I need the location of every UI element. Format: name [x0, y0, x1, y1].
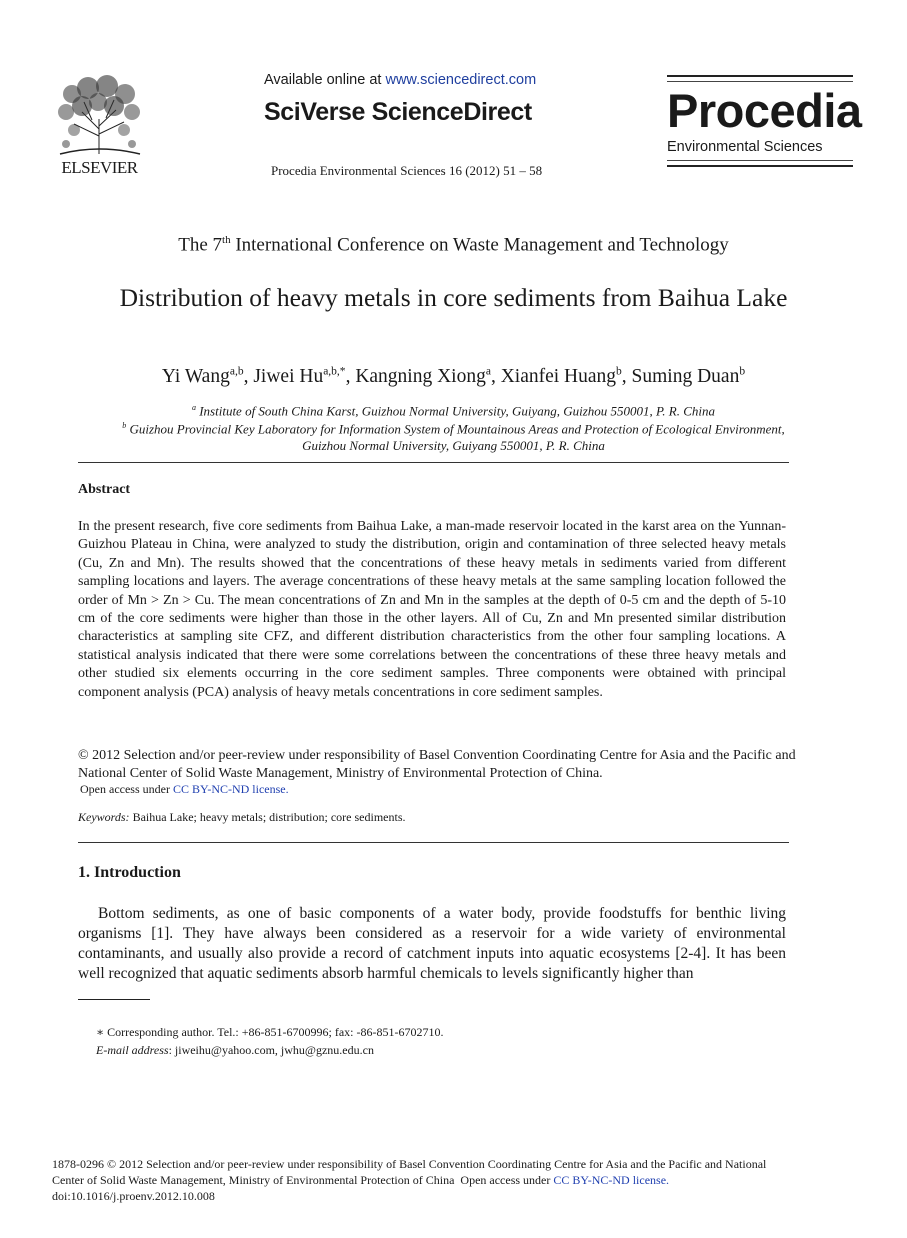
conference-sup: th — [222, 234, 231, 246]
email-addresses: : jiweihu@yahoo.com, jwhu@gznu.edu.cn — [168, 1043, 374, 1057]
email-label: E-mail address — [96, 1043, 169, 1057]
affiliation-a: $^a$ Institute of South China Karst, Guizhou Normal University, Guiyang, Guizhou 550001, P. R. China — [191, 403, 716, 419]
footer-issn-copyright: 1878-0296 © 2012 Selection and/or peer-review under responsibility of Basel Convention Coordinating Centre for Asia and the Pacific and National — [52, 1157, 767, 1171]
footnote-corresponding-author: ∗ Corresponding author. Tel.: +86-851-6700996; fax: -86-851-6702710. — [96, 1025, 444, 1039]
available-online — [264, 72, 536, 88]
sciencedirect-link[interactable]: www.sciencedirect.com — [385, 72, 537, 88]
procedia-subtitle: Environmental Sciences — [667, 139, 823, 155]
elsevier-logo — [52, 74, 147, 178]
conference-name — [0, 234, 907, 256]
divider — [78, 842, 789, 843]
procedia-wordmark: Procedia — [667, 84, 862, 137]
author: Jiwei $Hu^{a,b,*}$, — [253, 365, 356, 387]
copyright-notice: © 2012 Selection and/or peer-review under responsibility of Basel Convention Coordinating Centre for Asia and the Pacific and National Center of Solid Waste Management, Ministry of Environmental Protection of China. — [78, 748, 796, 781]
footnote-email — [96, 1043, 374, 1058]
divider — [78, 462, 789, 463]
footer-doi[interactable]: doi:10.1016/j.proenv.2012.10.008 — [52, 1189, 215, 1203]
abstract-heading: Abstract — [78, 482, 131, 497]
author: Xianfei Huang$^b$, — [500, 365, 632, 387]
keywords-list: Baihua Lake; heavy metals; distribution; core sediments. — [129, 810, 406, 824]
section-heading-introduction: 1. Introduction — [78, 864, 181, 881]
conference-post: International Conference on Waste Management and Technology — [230, 234, 729, 256]
introduction-text: Bottom sediments, as one of basic components of a water body, provide foodstuffs for benthic living organisms [1]. They have always been considered as a reservoir for a wide variety of environmental contaminants, and usually also provide a record of catchment inputs into aquatic ecosystems [2-4]. It has been well recognized that aquatic sediments absorb harmful chemicals to levels significantly higher than — [78, 905, 786, 982]
conference-pre: The 7 — [178, 234, 223, 256]
author-list — [0, 365, 907, 388]
elsevier-wordmark: ELSEVIER — [61, 158, 138, 177]
keywords-label: Keywords: — [78, 810, 130, 824]
elsevier-tree-icon — [52, 74, 147, 156]
license-link[interactable]: CC BY-NC-ND license. — [172, 782, 289, 796]
affiliation-b-cont: Guizhou Normal University, Guiyang 550001, P. R. China — [302, 438, 605, 453]
platform-name: SciVerse ScienceDirect — [264, 98, 532, 126]
footnote-rule — [78, 999, 150, 1000]
author: Yi Wang$^{a,b}$, — [161, 365, 254, 387]
open-access-label: Open access under — [80, 782, 173, 796]
page-footer — [52, 1156, 852, 1204]
paper-title: Distribution of heavy metals in core sediments from Baihua Lake — [119, 283, 788, 312]
abstract-text: In the present research, five core sediments from Baihua Lake, a man-made reservoir located in the karst area on the Yunnan-Guizhou Plateau in China, were analyzed to study the distribution, origin and contamination of three selected heavy metals (Cu, Zn and Mn). The results showed that the concentrations of these heavy metals in sediments varied from different sampling locations and layers. The average concentrations of these heavy metals at the same sampling location followed the order of Mn > Zn > Cu. The mean concentrations of Zn and Mn in the samples at the depth of 0-5 cm and the depth of 5-10 cm of the core sediments were higher than those in the other layers. All of Cu, Zn and Mn presented similar distribution characteristics at sampling site CFZ, and different distribution characteristics from the other four sampling locations. A statistical analysis indicated that there were some correlations between the concentrations of these three heavy metals and other studied six elements occurring in the core sediment samples. Three components were obtained with principal component analysis (PCA) analysis of heavy metals concentrations in core sediment samples. — [78, 519, 786, 700]
author: Suming Duan$^b$ — [631, 365, 746, 387]
procedia-logo — [667, 75, 862, 171]
logo-rule — [667, 160, 853, 161]
logo-rule — [667, 165, 853, 167]
open-access-notice — [80, 782, 289, 797]
footer-license-link[interactable]: CC BY-NC-ND license. — [553, 1173, 670, 1187]
affiliation-b: $^b$ Guizhou Provincial Key Laboratory for Information System of Mountainous Areas and Protection of Ecological Environment, — [122, 421, 785, 437]
logo-rule — [667, 81, 853, 82]
author: Kangning Xiong$^a$, — [355, 365, 501, 387]
keywords — [78, 810, 406, 825]
logo-rule — [667, 75, 853, 77]
journal-reference: Procedia Environmental Sciences 16 (2012) 51 – 58 — [271, 163, 543, 178]
available-online-label: Available online at — [264, 72, 386, 88]
footer-line2: Center of Solid Waste Management, Ministry of Environmental Protection of China Open access under CC BY-NC-ND license. — [52, 1173, 670, 1187]
